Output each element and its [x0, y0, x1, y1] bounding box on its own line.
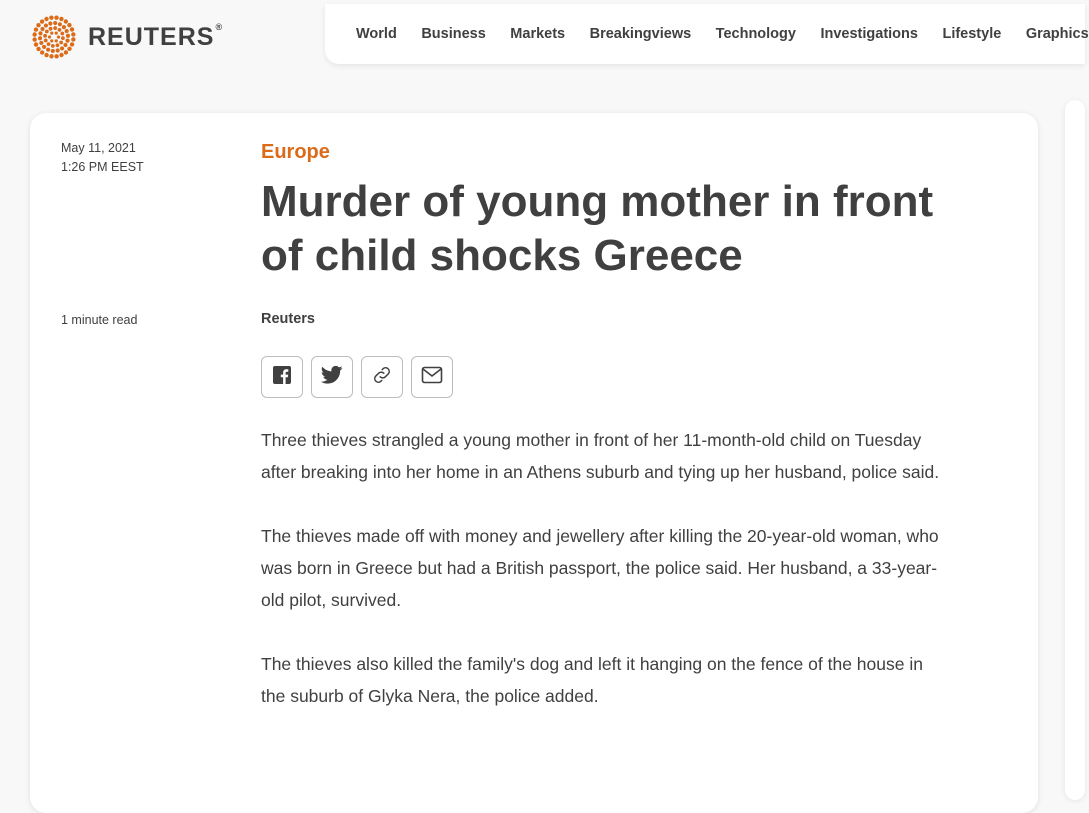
section-link-europe[interactable]: Europe: [261, 141, 330, 163]
article-body: [261, 424, 941, 744]
article-byline[interactable]: Reuters: [261, 311, 315, 327]
nav-item-business[interactable]: Business: [421, 26, 486, 42]
reuters-dot-burst-icon: [30, 14, 78, 60]
nav-item-graphics[interactable]: Graphics: [1025, 26, 1089, 42]
article-paragraph: The thieves made off with money and jewellery after killing the 20-year-old woman, who was born in Greece but had a British passport, the police said. Her husband, a 33-year-old pilot, survived.: [261, 526, 939, 610]
article-headline: Murder of young mother in front of child shocks Greece: [261, 177, 934, 280]
logo-wordmark: REUTERS: [88, 22, 215, 51]
article-time: 1:26 PM EEST: [61, 160, 144, 174]
read-time: 1 minute read: [61, 313, 138, 327]
article-date: May 11, 2021: [61, 141, 136, 155]
nav-item-world[interactable]: World: [356, 26, 397, 42]
nav-item-lifestyle[interactable]: Lifestyle: [942, 26, 1002, 42]
article-paragraph: Three thieves strangled a young mother in front of her 11-month-old child on Tuesday after breaking into her home in an Athens suburb and tying up her husband, police said.: [261, 430, 940, 482]
nav-item-investigations[interactable]: Investigations: [820, 26, 918, 42]
share-twitter-button[interactable]: [311, 356, 353, 398]
email-icon: [421, 366, 443, 389]
article-timestamp: [61, 139, 144, 177]
copy-link-button[interactable]: [361, 356, 403, 398]
facebook-icon: [272, 365, 292, 390]
sidebar-card-edge: [1065, 100, 1085, 800]
top-navigation: [325, 4, 1089, 64]
nav-item-markets[interactable]: Markets: [510, 26, 566, 42]
nav-item-breakingviews[interactable]: Breakingviews: [589, 26, 692, 42]
twitter-icon: [321, 365, 343, 390]
nav-item-technology[interactable]: Technology: [715, 26, 796, 42]
reuters-logo[interactable]: [30, 14, 223, 60]
registered-mark: ®: [215, 21, 224, 32]
share-bar: [261, 356, 453, 398]
share-facebook-button[interactable]: [261, 356, 303, 398]
article-paragraph: The thieves also killed the family's dog and left it hanging on the fence of the house in the suburb of Glyka Nera, the police added.: [261, 654, 923, 706]
share-email-button[interactable]: [411, 356, 453, 398]
article-card: [30, 113, 1038, 813]
link-icon: [371, 364, 393, 391]
